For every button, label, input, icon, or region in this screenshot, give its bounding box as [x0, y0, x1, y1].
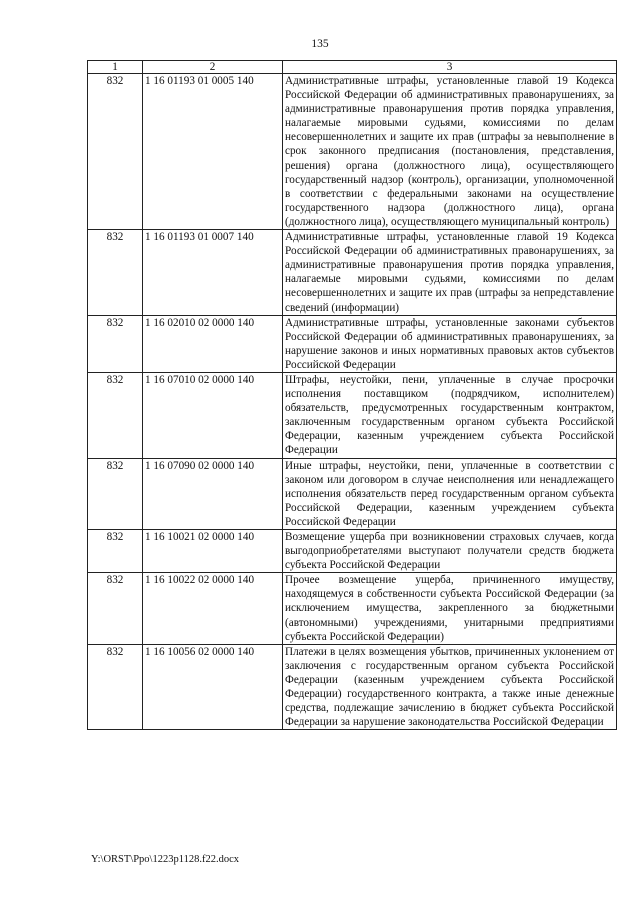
table-row	[88, 74, 617, 230]
kbk-code-cell: 1 16 02010 02 0000 140	[143, 315, 283, 372]
footer-file-path: Y:\ORST\Ppo\1223p1128.f22.docx	[91, 854, 239, 865]
description-cell: Административные штрафы, установленные главой 19 Кодекса Российской Федерации об административных правонарушениях, за административные правонарушения против порядка управления, налагаемые мировыми судьями, комиссиями по делам несовершеннолетних и защите их прав (штрафы за невыполнение в срок законного предписания (постановления, представления, решения) органа (должностного лица), осуществляющего государственный надзор (контроль), организации, уполномоченной в соответствии с федеральными законами на осуществление государственного надзора (должностного лица), органа (должностного лица), осуществляющего муниципальный контроль)	[283, 74, 617, 230]
description-cell: Штрафы, неустойки, пени, уплаченные в случае просрочки исполнения поставщиком (подрядчиком, исполнителем) обязательств, предусмотренных государственным контрактом, заключенным государственным органом субъекта Российской Федерации, казенным учреждением субъекта Российской Федерации	[283, 372, 617, 458]
description-cell: Административные штрафы, установленные главой 19 Кодекса Российской Федерации об административных правонарушениях, за административные правонарушения против порядка управления, налагаемые мировыми судьями, комиссиями по делам несовершеннолетних и защите их прав (штрафы за непредставление сведений (информации)	[283, 230, 617, 316]
kbk-code-cell: 1 16 10022 02 0000 140	[143, 573, 283, 644]
column-header-1: 1	[88, 61, 143, 74]
page-number: 135	[311, 38, 329, 50]
table-row	[88, 530, 617, 573]
table-header-row	[88, 61, 617, 74]
kbk-code-cell: 1 16 07010 02 0000 140	[143, 372, 283, 458]
table-row	[88, 315, 617, 372]
table-row	[88, 644, 617, 730]
description-cell: Административные штрафы, установленные законами субъектов Российской Федерации об административных правонарушениях, за нарушение законов и иных нормативных правовых актов субъектов Российской Федерации	[283, 315, 617, 372]
admin-code-cell: 832	[88, 230, 143, 316]
admin-code-cell: 832	[88, 74, 143, 230]
description-cell: Платежи в целях возмещения убытков, причиненных уклонением от заключения с государственным органом субъекта Российской Федерации (казенным учреждением субъекта Российской Федерации) государственного контракта, а также иные денежные средства, подлежащие зачислению в бюджет субъекта Российской Федерации за нарушение законодательства Российской Федерации	[283, 644, 617, 730]
table-row	[88, 458, 617, 529]
admin-code-cell: 832	[88, 573, 143, 644]
admin-code-cell: 832	[88, 372, 143, 458]
kbk-code-cell: 1 16 10056 02 0000 140	[143, 644, 283, 730]
table-row	[88, 230, 617, 316]
admin-code-cell: 832	[88, 644, 143, 730]
admin-code-cell: 832	[88, 530, 143, 573]
description-cell: Иные штрафы, неустойки, пени, уплаченные в соответствии с законом или договором в случае неисполнения или ненадлежащего исполнения обязательств перед государственным органом субъекта Российской Федерации, казенным учреждением субъекта Российской Федерации	[283, 458, 617, 529]
kbk-code-cell: 1 16 07090 02 0000 140	[143, 458, 283, 529]
kbk-code-cell: 1 16 01193 01 0007 140	[143, 230, 283, 316]
revenue-codes-table	[87, 60, 617, 730]
kbk-code-cell: 1 16 01193 01 0005 140	[143, 74, 283, 230]
description-cell: Прочее возмещение ущерба, причиненного имуществу, находящемуся в собственности субъекта Российской Федерации (за исключением имущества, закрепленного за бюджетными (автономными) учреждениями, унитарными предприятиями субъекта Российской Федерации)	[283, 573, 617, 644]
admin-code-cell: 832	[88, 458, 143, 529]
kbk-code-cell: 1 16 10021 02 0000 140	[143, 530, 283, 573]
admin-code-cell: 832	[88, 315, 143, 372]
table-row	[88, 372, 617, 458]
column-header-3: 3	[283, 61, 617, 74]
description-cell: Возмещение ущерба при возникновении страховых случаев, когда выгодоприобретателями выступают получатели средств бюджета субъекта Российской Федерации	[283, 530, 617, 573]
table-row	[88, 573, 617, 644]
column-header-2: 2	[143, 61, 283, 74]
